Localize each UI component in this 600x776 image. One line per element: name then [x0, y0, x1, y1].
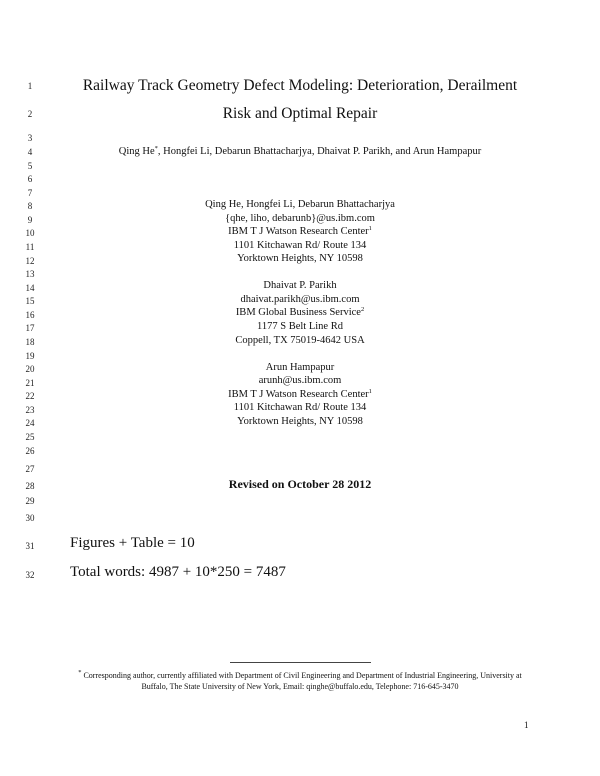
- line-number: 21: [25, 378, 35, 388]
- title-line-1: Railway Track Geometry Defect Modeling: Deterioration, Derailment: [82, 77, 518, 94]
- line-number: 11: [25, 242, 35, 252]
- line-number: 28: [25, 481, 35, 491]
- affiliation-city: Coppell, TX 75019-4642 USA: [235, 335, 365, 346]
- footnote-mark: *: [78, 669, 82, 676]
- line-number: 18: [25, 337, 35, 347]
- line-number: 26: [25, 446, 35, 456]
- affiliation-names: Arun Hampapur: [265, 362, 335, 373]
- line-number: 9: [27, 215, 33, 225]
- figure-count: Figures + Table = 10: [70, 535, 195, 551]
- line-number: 7: [27, 188, 33, 198]
- affiliation-email: {qhe, liho, debarunb}@us.ibm.com: [225, 213, 375, 224]
- line-number: 6: [27, 174, 33, 184]
- line-number: 2: [27, 109, 33, 119]
- line-number: 29: [25, 496, 35, 506]
- affiliation-mark: 1: [368, 225, 372, 232]
- title-line-2: Risk and Optimal Repair: [222, 105, 378, 122]
- line-number: 10: [25, 228, 35, 238]
- line-number: 31: [25, 541, 35, 551]
- page-number: 1: [524, 720, 529, 730]
- affiliation-mark: 2: [360, 306, 365, 313]
- footnote-divider: [230, 662, 371, 663]
- affiliation-address: 1177 S Belt Line Rd: [257, 321, 343, 332]
- affiliation-org: [62, 226, 538, 237]
- line-number: 15: [25, 296, 35, 306]
- line-number: 12: [25, 256, 35, 266]
- author-list: [62, 146, 538, 157]
- line-number: 14: [25, 283, 35, 293]
- affiliation-city: Yorktown Heights, NY 10598: [237, 253, 363, 264]
- affiliation-org-name: IBM T J Watson Research Center: [228, 389, 369, 400]
- affiliation-email: arunh@us.ibm.com: [258, 375, 342, 386]
- corresponding-author-mark: *: [154, 145, 158, 152]
- line-number: 3: [27, 133, 33, 143]
- line-number: 22: [25, 391, 35, 401]
- affiliation-address: 1101 Kitchawan Rd/ Route 134: [233, 240, 367, 251]
- line-number: 23: [25, 405, 35, 415]
- affiliation-mark: 1: [368, 388, 372, 395]
- affiliation-org-name: IBM Global Business Service: [235, 307, 361, 318]
- word-count: Total words: 4987 + 10*250 = 7487: [70, 564, 286, 580]
- line-number: 1: [27, 81, 33, 91]
- line-number: 16: [25, 310, 35, 320]
- line-number: 20: [25, 364, 35, 374]
- line-number: 13: [25, 269, 35, 279]
- line-number: 32: [25, 570, 35, 580]
- author-first: Qing He: [118, 146, 155, 157]
- revision-date: Revised on October 28 2012: [228, 477, 372, 491]
- line-number: 24: [25, 418, 35, 428]
- footnote: [70, 670, 530, 692]
- affiliation-names: Qing He, Hongfei Li, Debarun Bhattacharjya: [205, 199, 395, 210]
- affiliation-org: [62, 307, 538, 318]
- line-number: 27: [25, 464, 35, 474]
- affiliation-email: dhaivat.parikh@us.ibm.com: [240, 294, 360, 305]
- line-number: 25: [25, 432, 35, 442]
- line-number: 5: [27, 161, 33, 171]
- affiliation-names: Dhaivat P. Parikh: [263, 280, 337, 291]
- line-number: 17: [25, 323, 35, 333]
- line-number: 30: [25, 513, 35, 523]
- affiliation-org: [62, 389, 538, 400]
- line-number: 19: [25, 351, 35, 361]
- line-number: 8: [27, 201, 33, 211]
- affiliation-org-name: IBM T J Watson Research Center: [228, 226, 369, 237]
- author-rest: , Hongfei Li, Debarun Bhattacharjya, Dhaivat P. Parikh, and Arun Hampapur: [157, 146, 482, 157]
- line-number: 4: [27, 147, 33, 157]
- affiliation-city: Yorktown Heights, NY 10598: [237, 416, 363, 427]
- footnote-text: Corresponding author, currently affiliated with Department of Civil Engineering and Department of Industrial Engineering, University at Buffalo, The State University of New York, Email: qinghe@buffalo.edu, Telephone: 716-645-3470: [81, 671, 522, 691]
- affiliation-address: 1101 Kitchawan Rd/ Route 134: [233, 402, 367, 413]
